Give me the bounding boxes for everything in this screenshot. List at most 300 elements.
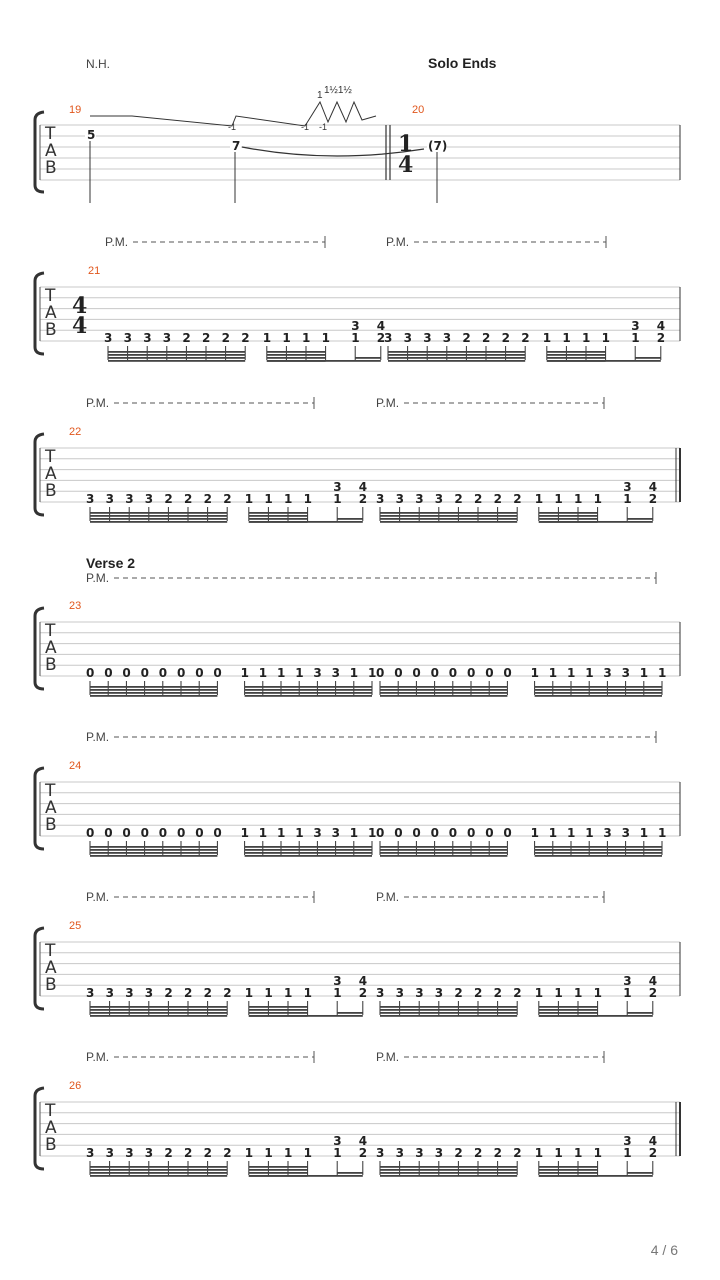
slide-tie (242, 147, 424, 156)
palm-mute-label: P.M. (86, 890, 110, 904)
fret-note: 3 (415, 986, 424, 1000)
fret-note: 2 (648, 986, 658, 1000)
beam (535, 855, 662, 857)
palm-mute-label: P.M. (86, 1050, 110, 1064)
fret-note: 1 (262, 331, 272, 345)
bend-amount: 1½1½ (324, 85, 352, 96)
fret-note: 2 (462, 331, 471, 345)
fret-note: 1 (631, 331, 640, 345)
fret-note: 2 (164, 492, 173, 506)
bar-number: 24 (69, 760, 82, 772)
fret-note: 2 (358, 1146, 368, 1160)
palm-mute-label: P.M. (386, 235, 410, 249)
beam (249, 521, 363, 523)
system-bar-21 (35, 235, 680, 362)
beam (547, 354, 606, 356)
beam (249, 1175, 363, 1177)
fret-note: 3 (395, 492, 404, 506)
fret-note: 1 (284, 492, 293, 506)
fret-note: 2 (454, 1146, 463, 1160)
fret-note: 1 (240, 826, 249, 840)
fret-note: 3 (143, 331, 152, 345)
fret-note: 0 (122, 826, 131, 840)
fret-note: 0 (158, 826, 168, 840)
beam (90, 1175, 227, 1177)
fret-note: 1 (530, 666, 539, 680)
beam (539, 515, 598, 517)
beam (90, 846, 217, 848)
beam (337, 1012, 363, 1014)
fret-note: 2 (358, 492, 368, 506)
beam (90, 1169, 227, 1171)
beam (108, 354, 245, 356)
fret-note: 1 (351, 331, 360, 345)
fret-note: 3 (125, 492, 134, 506)
fret-note: 0 (485, 666, 494, 680)
fret-note: 3 (415, 1146, 424, 1160)
beam (547, 351, 606, 353)
beam (539, 1006, 598, 1008)
fret-note: 3 (105, 986, 114, 1000)
fret-note: 1 (567, 826, 576, 840)
beam (267, 351, 326, 353)
beam (539, 1015, 653, 1017)
fret-note: 0 (467, 666, 476, 680)
fret-note: 3 (86, 1146, 95, 1160)
beam (245, 849, 372, 851)
beam (535, 689, 662, 691)
fret-note: 4 (656, 319, 666, 333)
fret-note: 3 (621, 826, 630, 840)
tab-clef-a: A (45, 303, 57, 323)
beam (90, 1015, 227, 1017)
fret-note: 2 (164, 1146, 173, 1160)
beam (90, 849, 217, 851)
beam (539, 512, 598, 514)
fret-note: 2 (182, 331, 191, 345)
fret-note: 1 (567, 666, 576, 680)
fret-note: 3 (351, 319, 360, 333)
tab-clef-t: T (45, 621, 56, 641)
beam (267, 360, 381, 362)
beam (90, 855, 217, 857)
fret-note: 1 (554, 492, 563, 506)
beam (380, 512, 517, 514)
beam (249, 1172, 308, 1174)
beam (627, 1012, 653, 1014)
beam (380, 1166, 517, 1168)
staff-lines (40, 125, 680, 180)
fret-note: 3 (442, 331, 452, 345)
fret-note: 5 (87, 128, 96, 142)
bar-number: 26 (69, 1080, 82, 1092)
system-bar-24 (35, 730, 680, 857)
fret-note: 1 (277, 826, 286, 840)
beam (539, 1012, 598, 1014)
fret-note: 1 (623, 492, 632, 506)
fret-note: 0 (177, 826, 186, 840)
tab-clef-a: A (45, 464, 57, 484)
fret-note: 3 (104, 331, 113, 345)
fret-note: 2 (376, 331, 386, 345)
fret-note: 0 (394, 666, 403, 680)
fret-note: 1 (368, 826, 377, 840)
fret-note: 0 (412, 826, 421, 840)
beam (90, 1009, 227, 1011)
beam (90, 689, 217, 691)
fret-note: 2 (202, 331, 211, 345)
bar-number: 21 (88, 265, 101, 277)
bend-amount-small: 1 (317, 90, 323, 101)
fret-note: 1 (295, 666, 304, 680)
fret-note: 1 (240, 666, 249, 680)
fret-note: 2 (493, 492, 502, 506)
fret-note: 2 (648, 1146, 658, 1160)
beam (90, 852, 217, 854)
beam (535, 692, 662, 694)
fret-note: 2 (184, 492, 193, 506)
fret-note: 1 (542, 331, 552, 345)
beam (90, 515, 227, 517)
fret-note: 1 (333, 986, 342, 1000)
beam (249, 1006, 308, 1008)
fret-note: 3 (434, 492, 444, 506)
bar-number: 23 (69, 600, 82, 612)
beam (108, 360, 245, 362)
tab-clef-b: B (45, 975, 57, 995)
beam (535, 686, 662, 688)
fret-note: 3 (603, 826, 612, 840)
system-bar-22 (35, 396, 680, 523)
fret-note: 1 (554, 1146, 563, 1160)
beam (249, 1169, 308, 1171)
fret-note: 1 (349, 666, 359, 680)
beam (380, 686, 507, 688)
fret-note: 1 (264, 986, 273, 1000)
beam (380, 521, 517, 523)
fret-note: 1 (530, 826, 539, 840)
beam (90, 692, 217, 694)
beam (380, 852, 507, 854)
beam (355, 357, 381, 359)
fret-note: 0 (140, 826, 149, 840)
fret-note: 0 (430, 666, 439, 680)
beam (539, 1169, 598, 1171)
beam (539, 1166, 598, 1168)
beam (388, 357, 525, 359)
palm-mute-label: P.M. (376, 396, 400, 410)
whammy-dip-2: -1 (301, 122, 310, 132)
fret-note: 2 (454, 986, 463, 1000)
fret-note: 1 (639, 826, 649, 840)
beam (90, 1006, 227, 1008)
fret-note: 2 (223, 1146, 232, 1160)
tab-clef-t: T (45, 286, 56, 306)
palm-mute-label: P.M. (376, 1050, 400, 1064)
fret-note: 3 (395, 986, 404, 1000)
fret-note: 0 (376, 666, 385, 680)
fret-note: 0 (122, 666, 131, 680)
tab-clef-b: B (45, 320, 57, 340)
fret-note: 3 (423, 331, 432, 345)
fret-note: 1 (593, 986, 602, 1000)
beam (249, 515, 308, 517)
tab-clef-a: A (45, 638, 57, 658)
fret-note: 1 (639, 666, 649, 680)
fret-note: 3 (603, 666, 612, 680)
tab-clef-b: B (45, 655, 57, 675)
system-bar-23 (35, 555, 680, 697)
fret-note: 1 (562, 331, 571, 345)
fret-note: 2 (223, 492, 232, 506)
beam (380, 1009, 517, 1011)
fret-note: 3 (631, 319, 640, 333)
tab-clef-b: B (45, 158, 57, 178)
fret-note: 1 (264, 1146, 273, 1160)
beam (547, 357, 606, 359)
fret-note: 1 (585, 666, 594, 680)
palm-mute-label: P.M. (376, 890, 400, 904)
page-number: 4 / 6 (650, 1242, 678, 1258)
fret-note: 2 (203, 986, 212, 1000)
fret-note: 2 (513, 1146, 522, 1160)
fret-note: 0 (412, 666, 421, 680)
beam (245, 846, 372, 848)
beam (380, 1169, 517, 1171)
beam (380, 518, 517, 520)
time-sig-top: 1 (398, 131, 414, 157)
fret-note: 3 (623, 480, 632, 494)
fret-note: 0 (448, 826, 458, 840)
fret-note: 1 (333, 1146, 342, 1160)
beam (380, 849, 507, 851)
fret-note: 0 (177, 666, 186, 680)
beam (539, 518, 598, 520)
fret-note: 3 (376, 986, 385, 1000)
fret-note: 3 (333, 1134, 342, 1148)
fret-note: 1 (258, 666, 268, 680)
beam (245, 689, 372, 691)
fret-note: 3 (376, 492, 385, 506)
whammy-dip-3: -1 (319, 122, 328, 132)
fret-note: 2 (454, 492, 463, 506)
beam (380, 1006, 517, 1008)
beam (90, 686, 217, 688)
fret-note: 4 (648, 1134, 658, 1148)
fret-note: 0 (394, 826, 403, 840)
beam (388, 354, 525, 356)
fret-note: 2 (648, 492, 658, 506)
fret-note: 1 (244, 1146, 254, 1160)
bar-number: 22 (69, 426, 82, 438)
beam (539, 521, 653, 523)
fret-note: 1 (303, 1146, 312, 1160)
fret-note: 0 (140, 666, 149, 680)
fret-note: 3 (333, 480, 342, 494)
fret-note: 2 (203, 492, 212, 506)
fret-note: 2 (241, 331, 250, 345)
fret-note: 1 (282, 331, 291, 345)
fret-note: 0 (195, 666, 204, 680)
fret-note: 3 (313, 826, 322, 840)
fret-note: 0 (213, 666, 222, 680)
system-bar-25 (35, 890, 680, 1017)
fret-note: 3 (623, 1134, 632, 1148)
fret-note: 0 (86, 826, 95, 840)
fret-note: 1 (574, 986, 583, 1000)
fret-note: 2 (493, 986, 502, 1000)
beam (535, 852, 662, 854)
beam (380, 515, 517, 517)
fret-note: 2 (223, 986, 232, 1000)
fret-note: 1 (554, 986, 563, 1000)
fret-note: 2 (474, 986, 483, 1000)
fret-note: 4 (358, 974, 368, 988)
fret-note: 1 (244, 986, 254, 1000)
beam (249, 1009, 308, 1011)
fret-note: 1 (582, 331, 591, 345)
beam (90, 512, 227, 514)
fret-note: 1 (593, 492, 602, 506)
fret-note: 2 (203, 1146, 212, 1160)
fret-note: 2 (513, 986, 522, 1000)
beam (380, 1012, 517, 1014)
beam (337, 1172, 363, 1174)
fret-note: 1 (258, 826, 268, 840)
beam (249, 518, 308, 520)
fret-note: 3 (144, 492, 154, 506)
fret-note: 3 (395, 1146, 404, 1160)
fret-note: 1 (658, 826, 667, 840)
fret-note: 1 (593, 1146, 602, 1160)
beam (539, 1172, 598, 1174)
beam (245, 695, 372, 697)
tab-clef-t: T (45, 124, 56, 144)
fret-note: 1 (302, 331, 311, 345)
fret-note: 2 (221, 331, 230, 345)
beam (108, 357, 245, 359)
fret-note: 0 (485, 826, 494, 840)
tab-clef-b: B (45, 815, 57, 835)
fret-note: 1 (321, 331, 330, 345)
fret-note: 1 (303, 492, 312, 506)
tab-clef-a: A (45, 1118, 57, 1138)
tab-clef-a: A (45, 141, 57, 161)
beam (388, 351, 525, 353)
fret-note: 0 (158, 666, 168, 680)
beam (380, 855, 507, 857)
beam (245, 686, 372, 688)
beam (267, 357, 326, 359)
fret-note: 3 (125, 986, 134, 1000)
beam (380, 695, 507, 697)
fret-note: 3 (376, 1146, 385, 1160)
fret-note: 1 (534, 986, 544, 1000)
fret-note-tied: (7) (428, 139, 448, 153)
tab-clef-t: T (45, 1101, 56, 1121)
fret-note: 1 (574, 492, 583, 506)
beam (90, 521, 227, 523)
fret-note: 1 (264, 492, 273, 506)
beam (108, 351, 245, 353)
fret-note: 1 (284, 986, 293, 1000)
fret-note: 4 (376, 319, 386, 333)
fret-note: 3 (105, 492, 114, 506)
beam (539, 1009, 598, 1011)
tab-clef-t: T (45, 941, 56, 961)
fret-note: 0 (86, 666, 95, 680)
bar-number-19: 19 (69, 104, 82, 116)
beam (90, 1166, 227, 1168)
fret-note: 3 (434, 1146, 444, 1160)
fret-note: 0 (195, 826, 204, 840)
fret-note: 1 (623, 1146, 632, 1160)
fret-note: 3 (144, 1146, 154, 1160)
fret-note: 2 (482, 331, 491, 345)
fret-note: 2 (184, 1146, 193, 1160)
system-bar-26 (35, 1050, 680, 1177)
bar-number: 25 (69, 920, 82, 932)
fret-note: 1 (368, 666, 377, 680)
beam (380, 1175, 517, 1177)
beam (90, 518, 227, 520)
tab-clef-a: A (45, 958, 57, 978)
palm-mute-label: P.M. (86, 730, 110, 744)
fret-note: 4 (648, 974, 658, 988)
beam (547, 360, 661, 362)
fret-note: 0 (448, 666, 458, 680)
tab-clef-b: B (45, 1135, 57, 1155)
fret-note: 3 (403, 331, 412, 345)
fret-note: 3 (331, 666, 340, 680)
tab-clef-t: T (45, 781, 56, 801)
fret-note: 3 (331, 826, 340, 840)
fret-note: 3 (313, 666, 322, 680)
beam (535, 849, 662, 851)
fret-note: 0 (104, 666, 113, 680)
fret-note: 2 (184, 986, 193, 1000)
beam (245, 852, 372, 854)
beam (267, 354, 326, 356)
beam (380, 692, 507, 694)
beam (380, 846, 507, 848)
fret-note: 4 (648, 480, 658, 494)
natural-harmonic-label: N.H. (86, 57, 110, 71)
beam (337, 518, 363, 520)
beam (388, 360, 525, 362)
palm-mute-label: P.M. (86, 571, 110, 585)
fret-note: 1 (574, 1146, 583, 1160)
tab-clef-a: A (45, 798, 57, 818)
fret-note: 2 (501, 331, 510, 345)
fret-note: 1 (534, 1146, 544, 1160)
fret-note: 2 (474, 1146, 483, 1160)
fret-note: 3 (434, 986, 444, 1000)
tab-clef-t: T (45, 447, 56, 467)
fret-note: 3 (623, 974, 632, 988)
fret-note: 3 (415, 492, 424, 506)
time-sig-bottom: 4 (398, 152, 414, 178)
beam (245, 855, 372, 857)
fret-note: 3 (123, 331, 132, 345)
fret-note: 2 (513, 492, 522, 506)
section-label-verse-2: Verse 2 (86, 555, 136, 571)
fret-note: 1 (349, 826, 359, 840)
fret-note: 1 (548, 666, 558, 680)
palm-mute-label: P.M. (105, 235, 129, 249)
fret-note: 0 (376, 826, 385, 840)
fret-note: 0 (430, 826, 439, 840)
